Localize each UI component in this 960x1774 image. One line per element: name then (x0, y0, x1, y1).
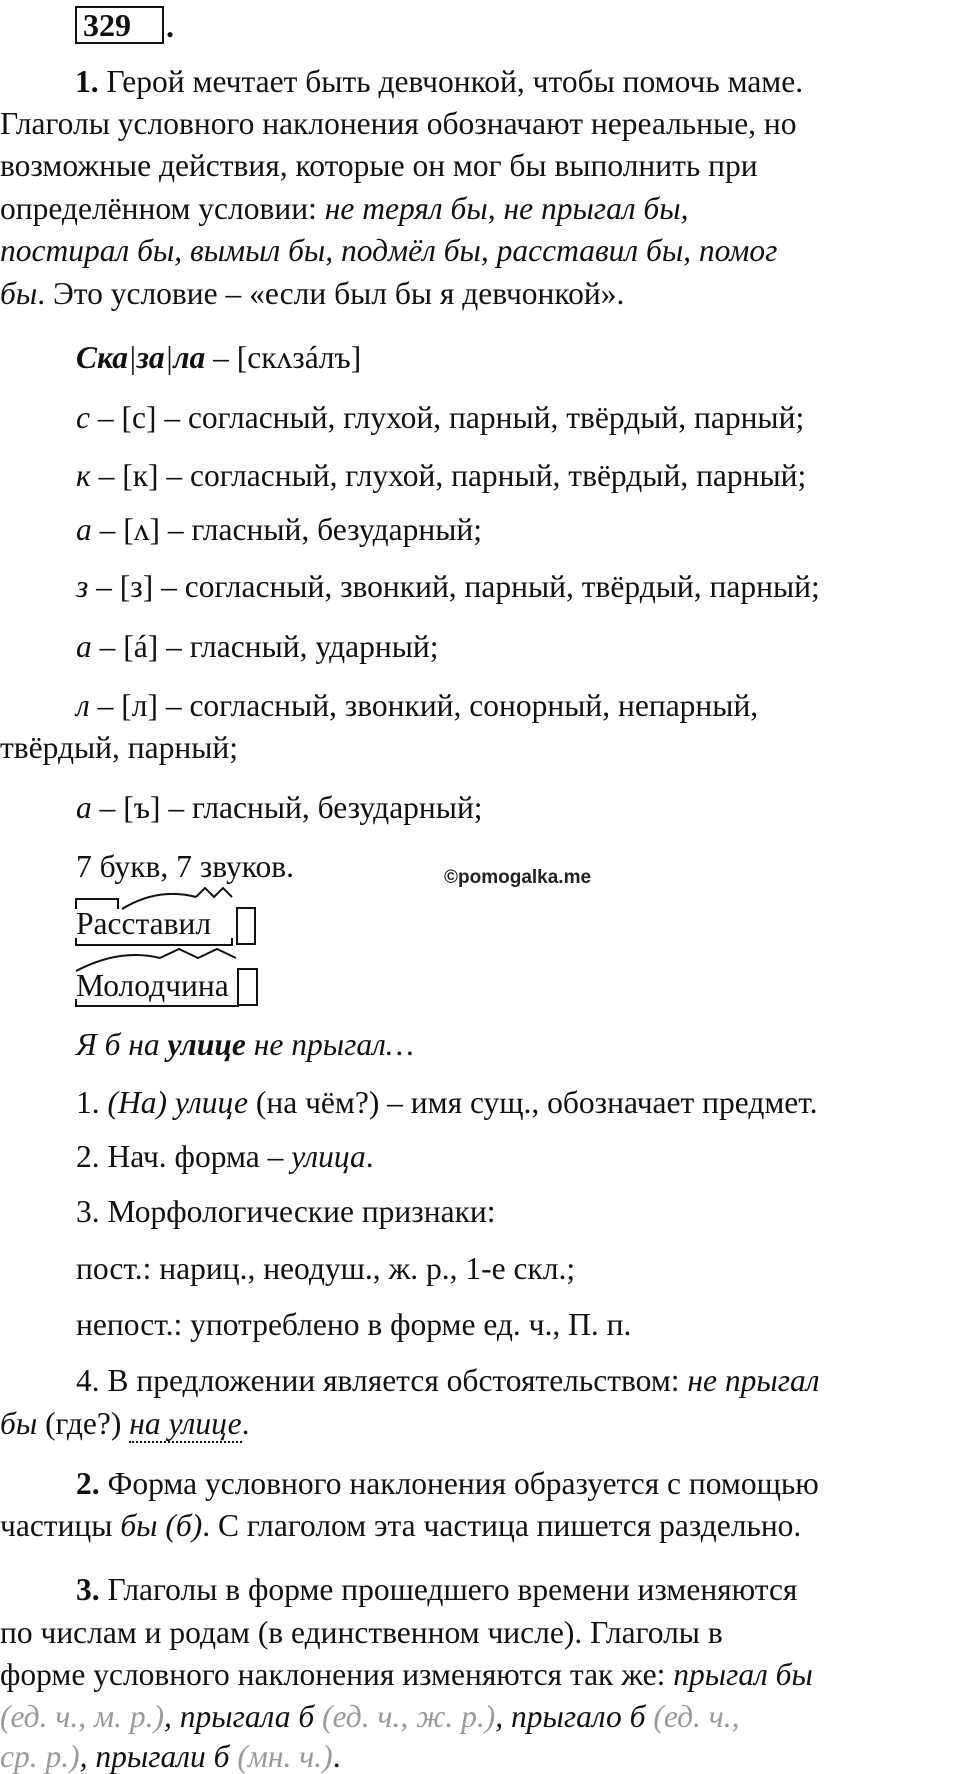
stem-bracket (76, 999, 238, 1006)
p2-line-1 (76, 1468, 819, 1500)
syllable: Ска (76, 340, 128, 375)
suffix-mark (160, 949, 236, 958)
phonetic-desc: – [з] – согласный, звонкий, парный, твёрдый, парный; (88, 569, 820, 604)
morph-item-3: 3. Морфологические признаки: (76, 1194, 496, 1229)
item-text: . (241, 1406, 250, 1441)
root-arc (76, 955, 160, 971)
p1-italic: бы (0, 276, 38, 311)
p2-line-2 (0, 1510, 801, 1542)
item-text: 4. В предложении является обстоятельством: (76, 1363, 688, 1398)
p3-lead: 3. (76, 1572, 100, 1607)
item-text: (на чём?) – имя сущ., обозначает предмет. (248, 1085, 818, 1120)
phonetic-desc: – [с] – согласный, глухой, парный, твёрдый, парный; (89, 400, 805, 435)
p2-text: Форма условного наклонения образуется с помощью (99, 1466, 819, 1501)
watermark: ©pomogalka.me (444, 867, 592, 888)
p3-line-2: по числам и родам (в единственном числе). Глаголы в (0, 1615, 723, 1650)
morph-variable-features: непост.: употреблено в форме ед. ч., П. п. (76, 1307, 632, 1342)
p1-lead: 1. (75, 64, 99, 99)
morpheme-word-text: Расставил (76, 906, 212, 941)
item-italic: (На) улице (107, 1085, 248, 1120)
p3-line-3 (0, 1659, 813, 1691)
item-text: . (365, 1139, 374, 1174)
syllable: за (136, 340, 165, 375)
p3-gray-note: (ед. ч., ж. р.) (322, 1699, 496, 1734)
morph-constant-features: пост.: нариц., неодуш., ж. р., 1-е скл.; (76, 1251, 576, 1286)
phonetic-desc: – [л] – согласный, звонкий, сонорный, непарный, (89, 688, 759, 723)
adverbial-underlined: на улице (129, 1406, 242, 1441)
phonetic-desc: – [á] – гласный, ударный; (91, 629, 439, 664)
sentence-part: Я б на (76, 1027, 168, 1062)
transcription: – [скʌзáлъ] (205, 340, 362, 375)
p2-italic: бы (б) (120, 1508, 203, 1543)
p3-italic: , прыгало б (495, 1699, 654, 1734)
p3-italic: прыгал бы (673, 1657, 813, 1692)
phonetic-letter: а (76, 512, 92, 547)
phonetic-letter: а (76, 629, 92, 664)
phonetic-letter: с (76, 400, 90, 435)
p3-line-4 (0, 1701, 740, 1733)
item-italic: не прыгал (687, 1363, 820, 1398)
morpheme-stem-text: Молодчин (76, 968, 215, 1003)
task-number-dot: . (166, 8, 174, 44)
p2-text: . С глаголом эта частица пишется раздельно. (202, 1508, 802, 1543)
p3-gray-note: (ед. ч., (653, 1699, 740, 1734)
p3-text: Глаголы в форме прошедшего времени изменяются (99, 1572, 798, 1607)
root-arc (122, 894, 196, 909)
morph-item-4-continued (0, 1408, 250, 1440)
suffix-mark (196, 888, 232, 897)
p3-italic: , прыгала б (164, 1699, 323, 1734)
morph-item-2 (76, 1141, 374, 1173)
phonetic-desc: – [ъ] – гласный, безударный; (91, 790, 483, 825)
stem-bracket (76, 938, 232, 945)
item-italic: бы (0, 1406, 38, 1441)
ending-box (238, 969, 257, 1005)
p1-line-5: постирал бы, вымыл бы, подмёл бы, расставил бы, помог (0, 233, 778, 268)
p3-gray-note: (мн. ч.) (237, 1739, 333, 1774)
phonetic-desc: – [к] – согласный, глухой, парный, твёрдый, парный; (90, 458, 807, 493)
morph-item-1 (76, 1087, 818, 1119)
item-text: 1. (76, 1085, 108, 1120)
phonetic-row-continued: твёрдый, парный; (0, 730, 238, 765)
morpheme-ending-text: а (214, 968, 229, 1003)
phonetic-desc: – [ʌ] – гласный, безударный; (91, 512, 483, 547)
sentence-part: не прыгал… (245, 1027, 414, 1062)
example-sentence (76, 1029, 414, 1061)
letters-sounds-summary: 7 букв, 7 звуков. (76, 849, 294, 884)
p3-text: форме условного наклонения изменяются так же: (0, 1657, 674, 1692)
item-text: 2. Нач. форма – (76, 1139, 292, 1174)
p2-lead: 2. (76, 1466, 100, 1501)
p1-line-3: возможные действия, которые он мог бы выполнить при (0, 148, 758, 183)
prefix-mark (76, 899, 118, 909)
phonetic-letter: з (76, 569, 89, 604)
p1-text: Герой мечтает быть девчонкой, чтобы помочь маме. (98, 64, 804, 99)
p1-line-2: Глаголы условного наклонения обозначают нереальные, но (0, 106, 797, 141)
p1-text: . Это условие – «если был бы я девчонкой». (37, 276, 625, 311)
p3-line-1 (76, 1574, 797, 1606)
morph-item-4 (76, 1365, 819, 1397)
phonetic-letter: л (76, 688, 90, 723)
p3-italic: , прыгали б (79, 1739, 238, 1774)
p2-text: частицы (0, 1508, 121, 1543)
item-text: (где?) (37, 1406, 130, 1441)
syllable-divider: | (127, 340, 137, 375)
syllable-divider: | (164, 340, 174, 375)
sentence-focus-word: улице (167, 1027, 246, 1062)
ending-box (237, 908, 255, 944)
item-italic: улица (291, 1139, 366, 1174)
p1-text: определённом условии: (0, 191, 325, 226)
p3-gray-note: ср. р.) (0, 1739, 80, 1774)
syllable: ла (173, 340, 206, 375)
p1-italic: не терял бы, не прыгал бы, (324, 191, 689, 226)
phonetic-letter: к (76, 458, 91, 493)
p3-gray-note: (ед. ч., м. р.) (0, 1699, 164, 1734)
p3-line-5 (0, 1741, 341, 1773)
p3-text: . (332, 1739, 341, 1774)
task-number: 329 (83, 7, 131, 43)
phonetic-letter: а (76, 790, 92, 825)
